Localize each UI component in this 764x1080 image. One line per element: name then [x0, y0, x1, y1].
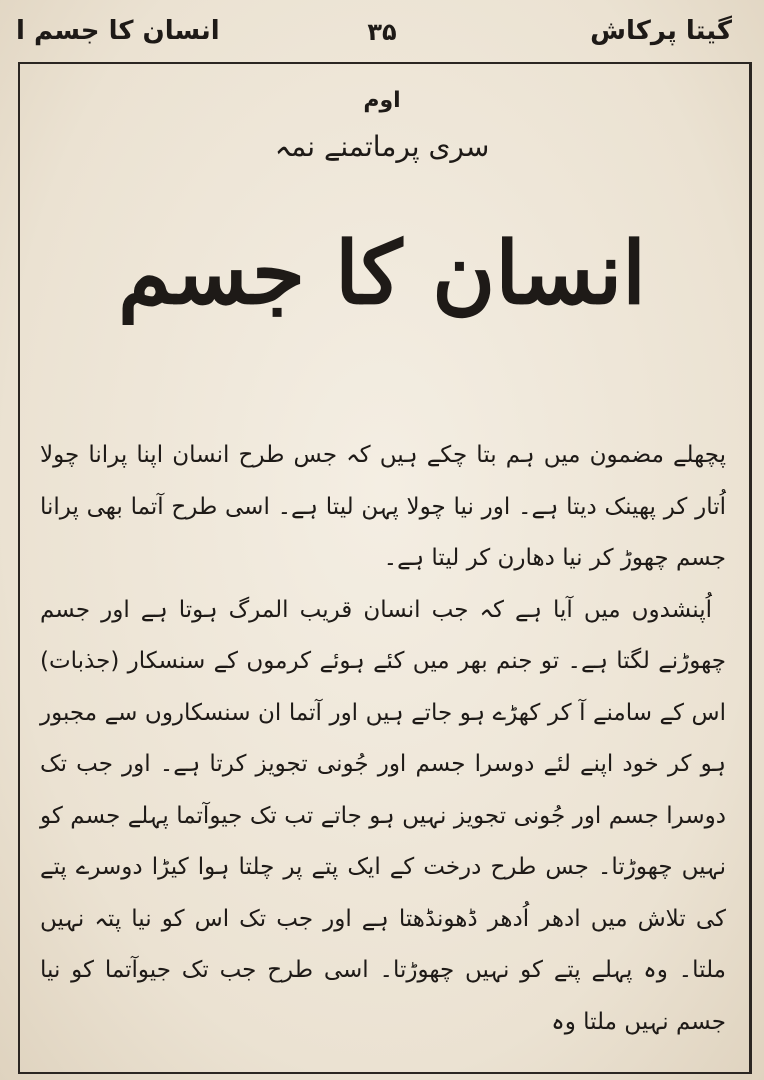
paragraph: پچھلے مضمون میں ہم بتا چکے ہیں کہ جس طرح انسان اپنا پرانا چولا اُتار کر پھینک دیتا ہے۔ اور نیا چولا پہن لیتا ہے۔ اسی طرح آتما بھی پرانا جسم چھوڑ کر نیا دھارن کر لیتا ہے۔ — [40, 442, 726, 571]
book-title: گیتا پرکاش — [590, 16, 732, 46]
body-text — [40, 430, 726, 1048]
chapter-title: انسان کا جسم ا — [16, 16, 220, 46]
invocation: اوم — [363, 88, 401, 113]
paragraph: اُپنشدوں میں آیا ہے کہ جب انسان قریب المرگ ہوتا ہے اور جسم چھوڑنے لگتا ہے۔ تو جنم بھر میں کئے ہوئے کرموں کے سنسکار (جذبات) اس کے سامنے آ کر کھڑے ہو جاتے ہیں اور آتما ان سنسکاروں سے مجبور ہو کر خود اپنے لئے دوسرا جسم اور جُونی تجویز کرتا ہے۔ اور جب تک دوسرا جسم اور جُونی تجویز نہیں ہو جاتے تب تک جیوآتما پہلے جسم کو نہیں چھوڑتا۔ جس طرح درخت کے ایک پتے پر چلتا ہوا کیڑا دوسرے پتے کی تلاش میں ادھر اُدھر ڈھونڈھتا ہے اور جب تک اس کو نیا پتہ نہیں ملتا۔ وہ پہلے پتے کو نہیں چھوڑتا۔ اسی طرح جب تک جیوآتما کو نیا جسم نہیں ملتا وہ — [40, 596, 726, 1035]
running-header — [10, 14, 754, 54]
mantra-line: سری پرماتمنے نمہ — [274, 130, 490, 163]
page-title: انسان کا جسم — [117, 223, 647, 324]
page-number: ۳۵ — [367, 18, 397, 46]
